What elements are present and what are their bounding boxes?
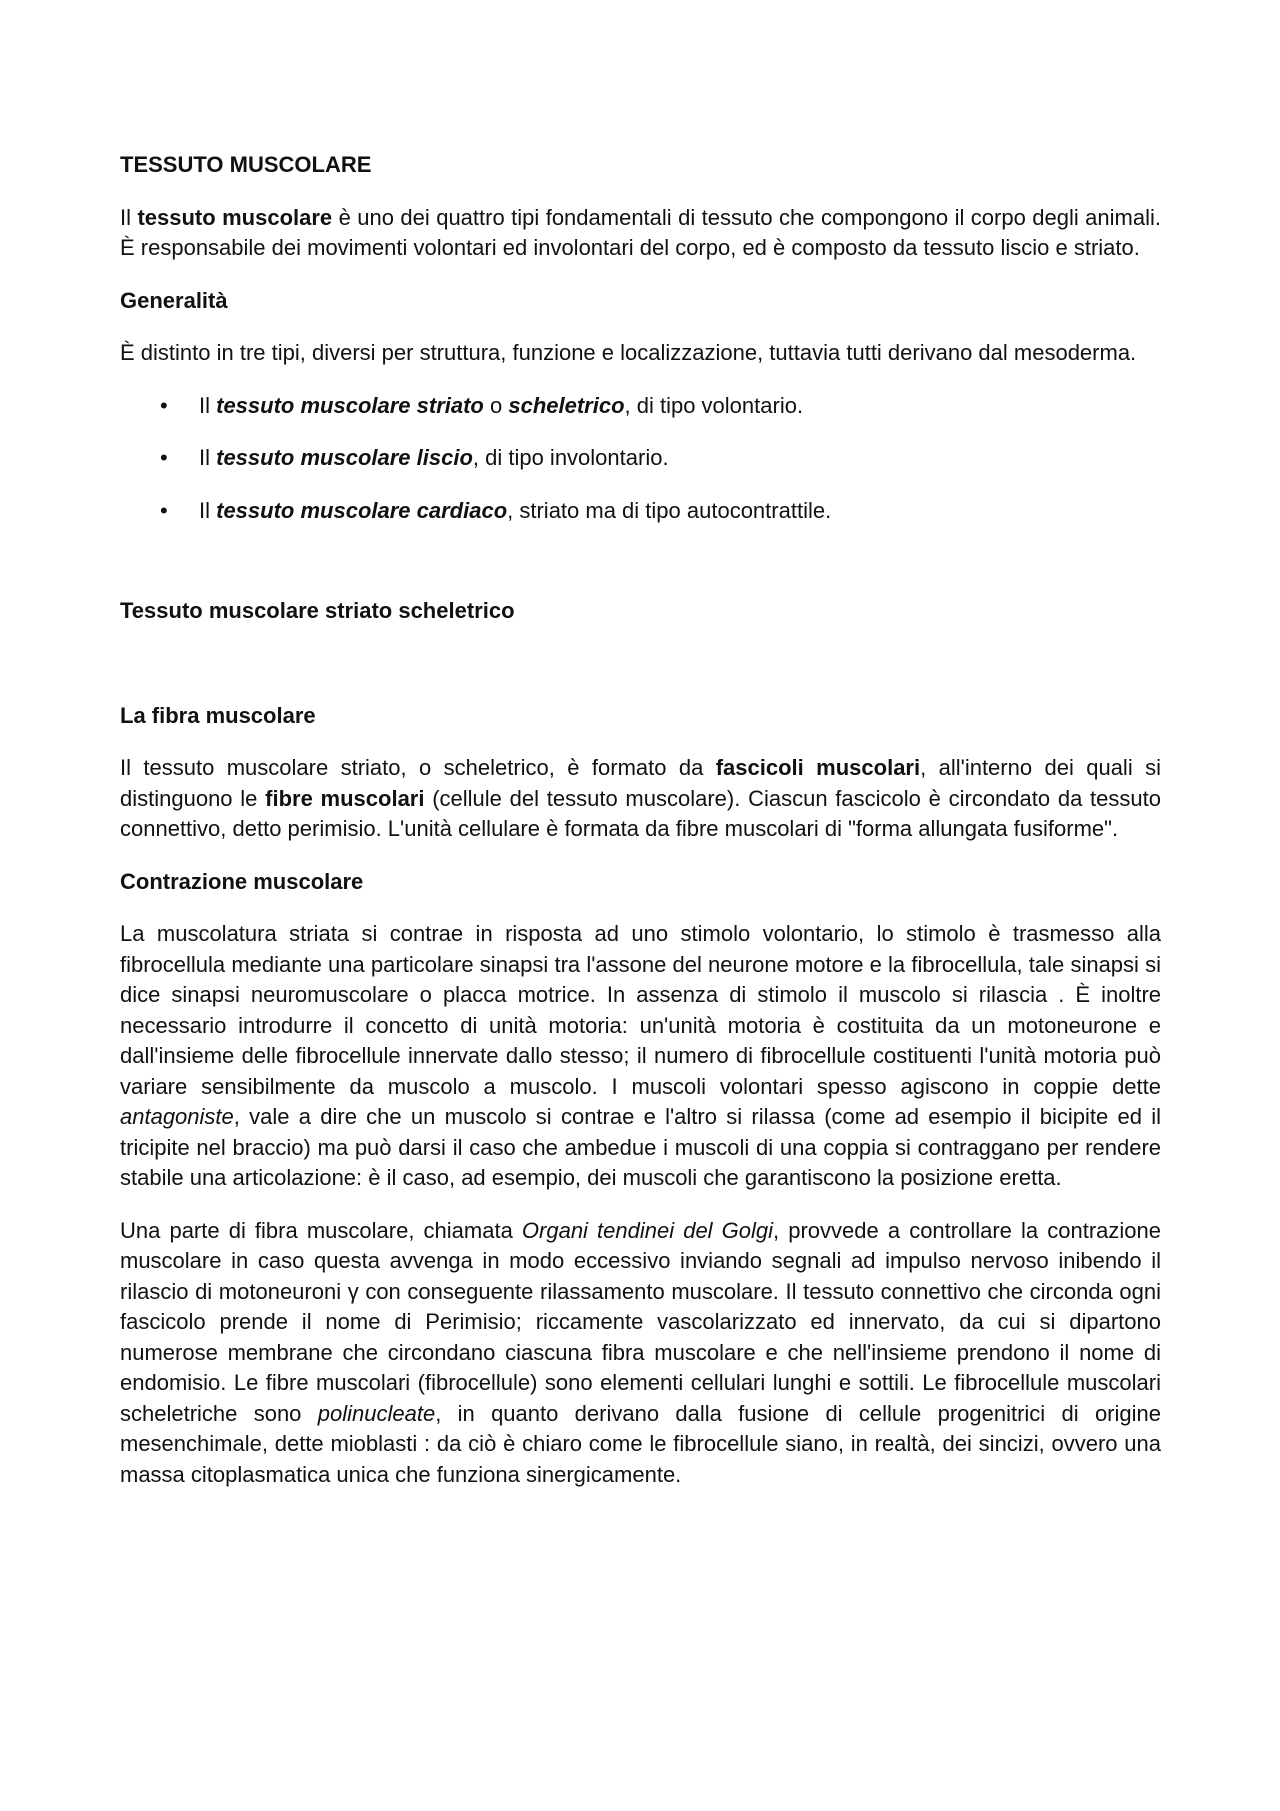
list-item: • Il tessuto muscolare striato o scheletrico, di tipo volontario. (120, 391, 1161, 422)
document-page (120, 150, 1161, 1512)
intro-paragraph: Il tessuto muscolare è uno dei quattro tipi fondamentali di tessuto che compongono il corpo degli animali. È responsabile dei movimenti volontari ed involontari del corpo, ed è composto da tessuto liscio e striato. (120, 204, 1161, 260)
bullet-icon: • (160, 392, 168, 418)
list-item: • Il tessuto muscolare liscio, di tipo involontario. (120, 443, 1161, 474)
heading-generalita: Generalità (120, 287, 228, 313)
bullet-icon: • (160, 497, 168, 523)
heading-fibra: La fibra muscolare (120, 702, 316, 728)
generalita-paragraph: È distinto in tre tipi, diversi per struttura, funzione e localizzazione, tuttavia tutti derivano dal mesoderma. (120, 340, 1137, 365)
document-title: TESSUTO MUSCOLARE (120, 152, 372, 177)
bullet-icon: • (160, 445, 168, 470)
contrazione-paragraph-2: Una parte di fibra muscolare, chiamata Organi tendinei del Golgi, provvede a controllare la contrazione muscolare in caso questa avvenga in modo eccessivo inviando segnali ad impulso nervoso inibendo il rilascio di motoneuroni γ con conseguente rilassamento muscolare. Il tessuto connettivo che circonda ogni fascicolo prende il nome di Perimisio; riccamente vascolarizzato ed innervato, da cui si dipartono numerose membrane che circondano ciascuna fibra muscolare e che nell'insieme prendono il nome di endomisio. Le fibre muscolari (fibrocellule) sono elementi cellulari lunghi e sottili. Le fibrocellule muscolari scheletriche sono polinucleate, in quanto derivano dalla fusione di cellule progenitrici di origine mesenchimale, dette mioblasti : da ciò è chiaro come le fibrocellule siano, in realtà, dei sincizi, ovvero una massa citoplasmatica unica che funziona sinergicamente. (120, 1217, 1161, 1487)
list-item: • Il tessuto muscolare cardiaco, striato ma di tipo autocontrattile. (120, 496, 1161, 527)
heading-striato: Tessuto muscolare striato scheletrico (120, 598, 515, 623)
tissue-types-list (120, 391, 1161, 527)
fibra-paragraph: Il tessuto muscolare striato, o scheletrico, è formato da fascicoli muscolari, all'interno dei quali si distinguono le fibre muscolari (cellule del tessuto muscolare). Ciascun fascicolo è circondato da tessuto connettivo, detto perimisio. L'unità cellulare è formata da fibre muscolari di "forma allungata fusiforme". (120, 755, 1161, 841)
intro-bold-term: tessuto muscolare (137, 204, 333, 230)
contrazione-paragraph-1: La muscolatura striata si contrae in risposta ad uno stimolo volontario, lo stimolo è trasmesso alla fibrocellula mediante una particolare sinapsi tra l'assone del neurone motore e la fibrocellula, tale sinapsi si dice sinapsi neuromuscolare o placca motrice. In assenza di stimolo il muscolo si rilascia . È inoltre necessario introdurre il concetto di unità motoria: un'unità motoria è costituita da un motoneurone e dall'insieme delle fibrocellule innervate dallo stesso; il numero di fibrocellule costituenti l'unità motoria può variare sensibilmente da muscolo a muscolo. I muscoli volontari spesso agiscono in coppie dette antagoniste, vale a dire che un muscolo si contrae e l'altro si rilassa (come ad esempio il bicipite ed il tricipite nel braccio) ma può darsi il caso che ambedue i muscoli di una coppia si contraggano per rendere stabile una articolazione: è il caso, ad esempio, dei muscoli che garantiscono la posizione eretta. (120, 921, 1161, 1190)
heading-contrazione: Contrazione muscolare (120, 868, 364, 894)
